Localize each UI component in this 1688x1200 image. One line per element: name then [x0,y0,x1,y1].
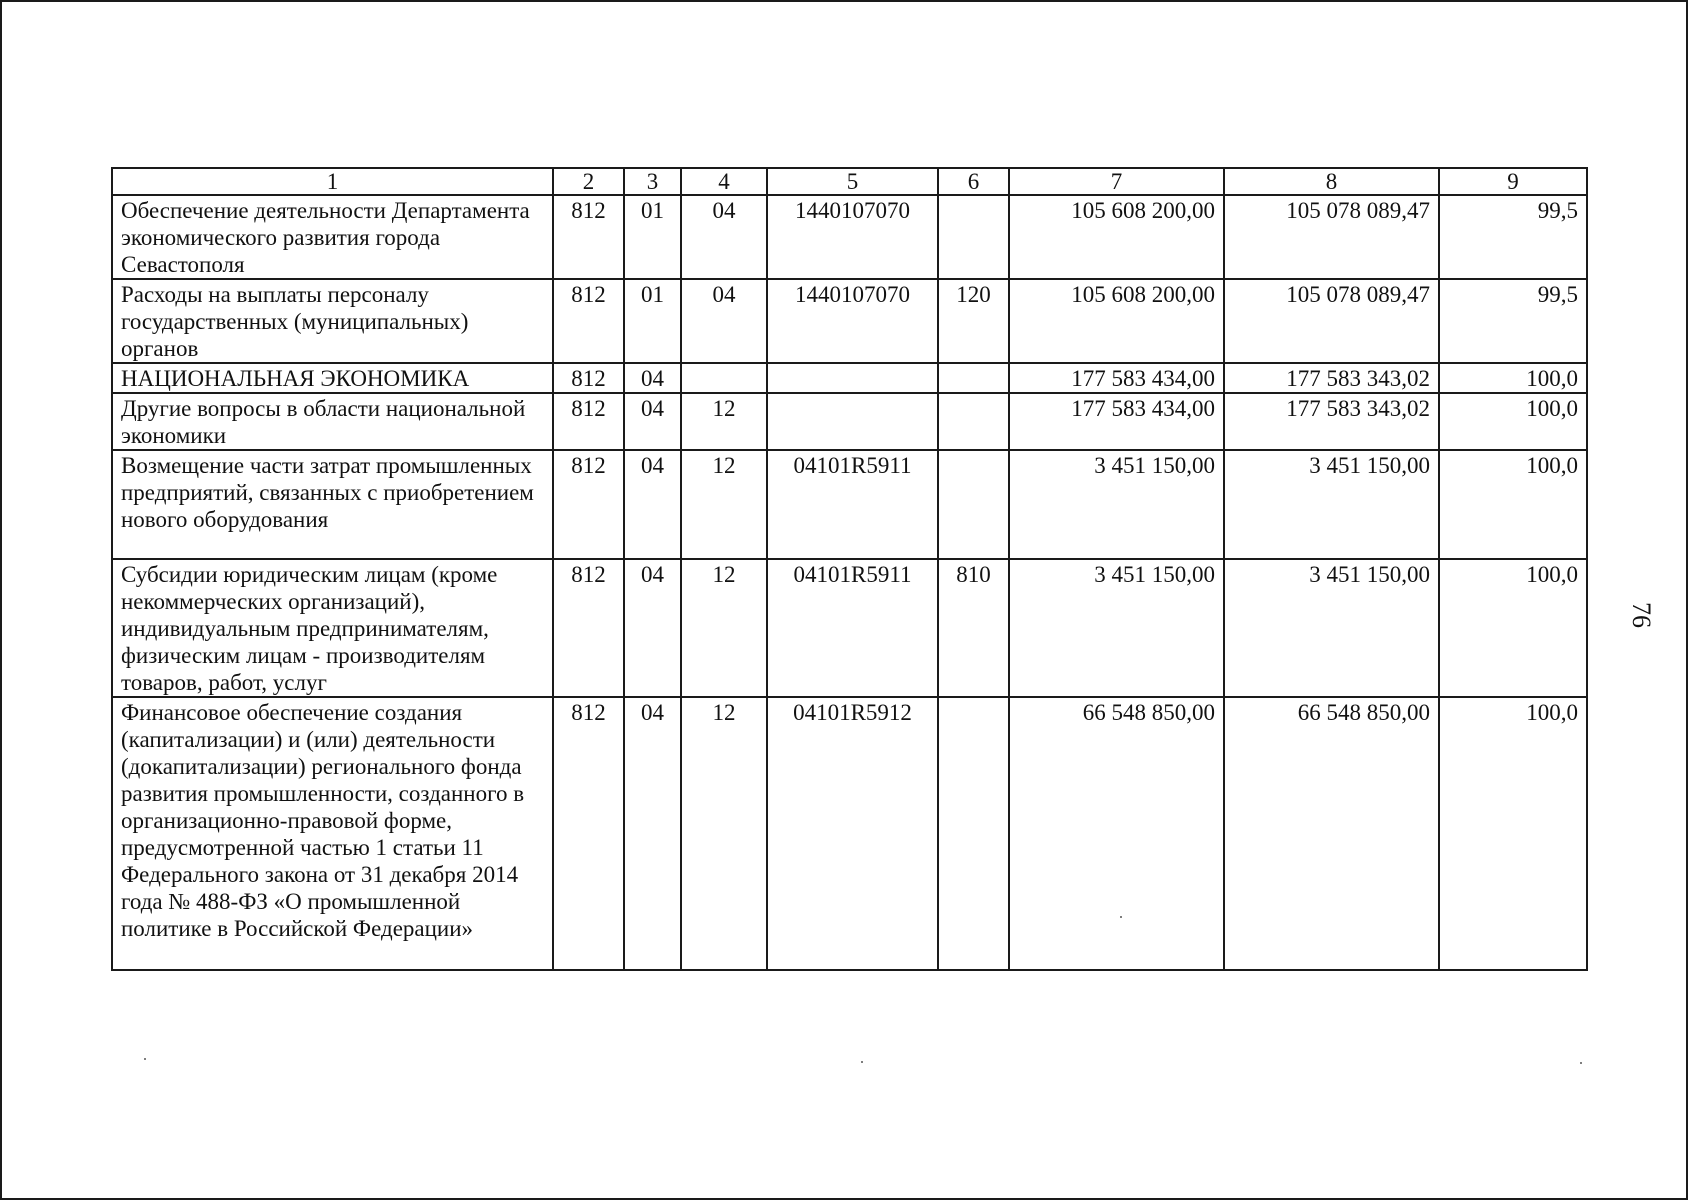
header-col-8: 8 [1224,168,1439,195]
cell-col-6 [938,363,1009,393]
cell-col-6 [938,450,1009,559]
table-row [112,559,1587,697]
cell-col-3: 01 [624,279,681,363]
cell-col-2: 812 [553,393,624,450]
cell-col-3: 04 [624,450,681,559]
cell-col-6: 120 [938,279,1009,363]
cell-col-5: 04101R5911 [767,559,938,697]
cell-col-6: 810 [938,559,1009,697]
header-col-2: 2 [553,168,624,195]
cell-col-2: 812 [553,450,624,559]
cell-col-4 [681,363,767,393]
cell-col-5 [767,363,938,393]
cell-col-9: 100,0 [1439,363,1587,393]
cell-col-2: 812 [553,697,624,970]
cell-col-2: 812 [553,195,624,279]
scan-speck [861,1061,863,1063]
header-col-9: 9 [1439,168,1587,195]
cell-col-9: 99,5 [1439,279,1587,363]
cell-name: Субсидии юридическим лицам (кроме некоммерческих организаций), индивидуальным предпринимателям, физическим лицам - производителям товаров, работ, услуг [112,559,553,697]
cell-name: НАЦИОНАЛЬНАЯ ЭКОНОМИКА [112,363,553,393]
cell-col-5: 04101R5912 [767,697,938,970]
cell-col-3: 01 [624,195,681,279]
cell-col-4: 04 [681,279,767,363]
cell-col-2: 812 [553,363,624,393]
cell-col-2: 812 [553,279,624,363]
budget-execution-table [111,167,1588,971]
cell-col-7: 177 583 434,00 [1009,363,1224,393]
cell-col-7: 105 608 200,00 [1009,195,1224,279]
table-row [112,393,1587,450]
cell-col-7: 177 583 434,00 [1009,393,1224,450]
cell-col-8: 3 451 150,00 [1224,450,1439,559]
cell-col-4: 12 [681,697,767,970]
cell-col-8: 66 548 850,00 [1224,697,1439,970]
table-row [112,195,1587,279]
cell-col-6 [938,393,1009,450]
scan-speck [1120,916,1122,918]
scan-speck [1580,1062,1582,1064]
cell-col-9: 100,0 [1439,559,1587,697]
cell-col-3: 04 [624,363,681,393]
cell-col-5: 1440107070 [767,195,938,279]
table-row [112,450,1587,559]
table-row [112,697,1587,970]
cell-col-9: 100,0 [1439,697,1587,970]
cell-col-4: 12 [681,559,767,697]
header-col-7: 7 [1009,168,1224,195]
cell-col-5 [767,393,938,450]
table-row [112,279,1587,363]
cell-col-3: 04 [624,559,681,697]
cell-col-3: 04 [624,697,681,970]
cell-col-7: 3 451 150,00 [1009,450,1224,559]
cell-col-8: 105 078 089,47 [1224,195,1439,279]
cell-col-4: 04 [681,195,767,279]
header-col-5: 5 [767,168,938,195]
header-col-3: 3 [624,168,681,195]
cell-col-5: 04101R5911 [767,450,938,559]
header-col-4: 4 [681,168,767,195]
cell-col-8: 177 583 343,02 [1224,393,1439,450]
cell-col-9: 100,0 [1439,393,1587,450]
table-row [112,363,1587,393]
cell-col-3: 04 [624,393,681,450]
cell-col-9: 100,0 [1439,450,1587,559]
cell-col-4: 12 [681,393,767,450]
cell-name: Расходы на выплаты персоналу государственных (муниципальных) органов [112,279,553,363]
scan-speck [144,1058,146,1060]
header-col-6: 6 [938,168,1009,195]
cell-name: Финансовое обеспечение создания (капитализации) и (или) деятельности (докапитализации) регионального фонда развития промышленности, созданного в организационно-правовой форме, предусмотренной частью 1 статьи 11 Федерального закона от 31 декабря 2014 года № 488-ФЗ «О промышленной политике в Российской Федерации» [112,697,553,970]
cell-col-8: 3 451 150,00 [1224,559,1439,697]
cell-col-6 [938,195,1009,279]
table-header-row [112,168,1587,195]
cell-col-9: 99,5 [1439,195,1587,279]
cell-col-8: 177 583 343,02 [1224,363,1439,393]
cell-col-6 [938,697,1009,970]
cell-col-5: 1440107070 [767,279,938,363]
cell-col-8: 105 078 089,47 [1224,279,1439,363]
cell-col-4: 12 [681,450,767,559]
cell-name: Обеспечение деятельности Департамента экономического развития города Севастополя [112,195,553,279]
cell-col-7: 66 548 850,00 [1009,697,1224,970]
cell-col-7: 3 451 150,00 [1009,559,1224,697]
cell-col-2: 812 [553,559,624,697]
header-col-1: 1 [112,168,553,195]
cell-name: Возмещение части затрат промышленных предприятий, связанных с приобретением нового оборудования [112,450,553,559]
cell-col-7: 105 608 200,00 [1009,279,1224,363]
cell-name: Другие вопросы в области национальной экономики [112,393,553,450]
page-number: 76 [1627,602,1656,628]
